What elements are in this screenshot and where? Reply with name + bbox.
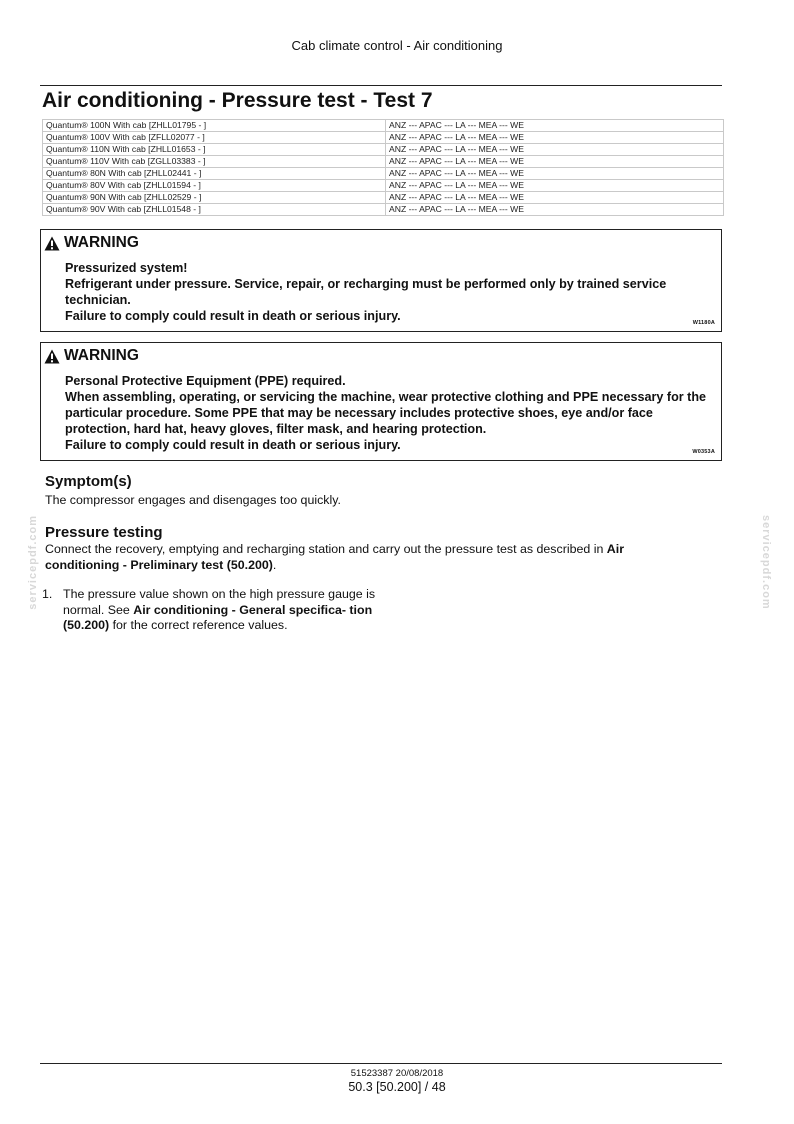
step-text xyxy=(63,587,403,634)
warning-text xyxy=(65,373,715,453)
model-cell: Quantum® 100N With cab [ZHLL01795 - ] xyxy=(43,120,386,132)
regions-cell: ANZ --- APAC --- LA --- MEA --- WE xyxy=(386,204,724,216)
regions-cell: ANZ --- APAC --- LA --- MEA --- WE xyxy=(386,180,724,192)
warning-line: Personal Protective Equipment (PPE) required. xyxy=(65,374,346,388)
symptom-text: The compressor engages and disengages too quickly. xyxy=(45,493,341,507)
warning-text xyxy=(65,260,715,324)
intro-suffix: . xyxy=(272,558,277,572)
warning-code: W1180A xyxy=(692,320,715,326)
model-cell: Quantum® 80V With cab [ZHLL01594 - ] xyxy=(43,180,386,192)
warning-line: Pressurized system! xyxy=(65,261,188,275)
table-row xyxy=(43,204,724,216)
warning-triangle-icon xyxy=(44,236,60,251)
step-suffix: for the correct reference values. xyxy=(109,618,288,632)
regions-cell: ANZ --- APAC --- LA --- MEA --- WE xyxy=(386,156,724,168)
model-cell: Quantum® 110V With cab [ZGLL03383 - ] xyxy=(43,156,386,168)
intro-text: Connect the recovery, emptying and recharging station and carry out the pressure test as described in xyxy=(45,542,607,556)
watermark-right: servicepdf.com xyxy=(760,515,772,610)
table-row xyxy=(43,156,724,168)
step-prefix: The pressure value shown on the high pressure gauge is normal. See xyxy=(63,587,376,617)
warning-heading xyxy=(44,347,139,365)
page-title: Air conditioning - Pressure test - Test 7 xyxy=(42,89,433,112)
regions-cell: ANZ --- APAC --- LA --- MEA --- WE xyxy=(386,168,724,180)
regions-cell: ANZ --- APAC --- LA --- MEA --- WE xyxy=(386,144,724,156)
table-row xyxy=(43,132,724,144)
table-row xyxy=(43,168,724,180)
pressure-testing-heading: Pressure testing xyxy=(45,524,163,541)
step-number: 1. xyxy=(42,587,53,601)
warning-heading xyxy=(44,234,139,252)
warning-code: W0353A xyxy=(692,449,715,455)
watermark-left: servicepdf.com xyxy=(27,515,39,610)
table-row xyxy=(43,192,724,204)
pressure-testing-intro xyxy=(45,541,685,573)
footer-rule xyxy=(40,1063,722,1064)
model-cell: Quantum® 110N With cab [ZHLL01653 - ] xyxy=(43,144,386,156)
warning-box-pressurized xyxy=(40,229,722,332)
warning-heading-label: WARNING xyxy=(64,234,139,251)
table-row xyxy=(43,180,724,192)
symptom-heading: Symptom(s) xyxy=(45,473,132,490)
warning-heading-label: WARNING xyxy=(64,347,139,364)
model-cell: Quantum® 90V With cab [ZHLL01548 - ] xyxy=(43,204,386,216)
footer-page-number: 50.3 [50.200] / 48 xyxy=(348,1080,446,1094)
cross-reference-link[interactable]: Air conditioning - Preliminary test (50.200) xyxy=(45,542,625,572)
cross-reference-link[interactable]: Air conditioning - General specifica- tion (50.200) xyxy=(63,602,373,632)
footer-doc-ref: 51523387 20/08/2018 xyxy=(350,1068,444,1079)
warning-line: When assembling, operating, or servicing the machine, wear protective clothing and PPE necessary for the particular procedure. Some PPE that may be necessary includes protective shoes, eye and/or face protection, hard hat, heavy gloves, filter mask, and hearing protection. xyxy=(65,390,707,436)
regions-cell: ANZ --- APAC --- LA --- MEA --- WE xyxy=(386,192,724,204)
model-cell: Quantum® 90N With cab [ZHLL02529 - ] xyxy=(43,192,386,204)
warning-triangle-icon xyxy=(44,349,60,364)
table-row xyxy=(43,144,724,156)
model-cell: Quantum® 80N With cab [ZHLL02441 - ] xyxy=(43,168,386,180)
table-row xyxy=(43,120,724,132)
title-rule xyxy=(40,85,722,86)
applicability-table xyxy=(42,119,724,216)
warning-line: Refrigerant under pressure. Service, repair, or recharging must be performed only by trained service technician. xyxy=(65,277,667,307)
regions-cell: ANZ --- APAC --- LA --- MEA --- WE xyxy=(386,120,724,132)
regions-cell: ANZ --- APAC --- LA --- MEA --- WE xyxy=(386,132,724,144)
running-header: Cab climate control - Air conditioning xyxy=(291,38,503,53)
warning-box-ppe xyxy=(40,342,722,461)
warning-line: Failure to comply could result in death or serious injury. xyxy=(65,438,401,452)
model-cell: Quantum® 100V With cab [ZFLL02077 - ] xyxy=(43,132,386,144)
warning-line: Failure to comply could result in death or serious injury. xyxy=(65,309,401,323)
